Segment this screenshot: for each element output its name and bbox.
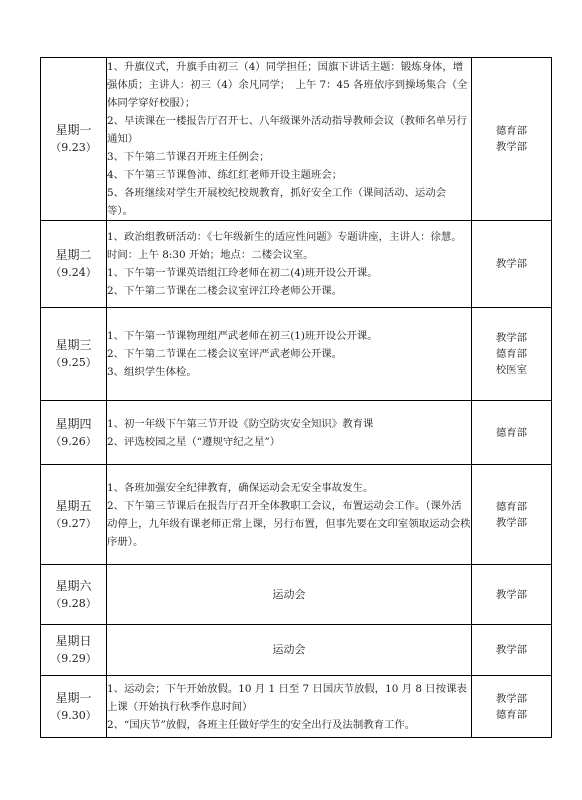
list-item: 1、政治组教研活动：《七年级新生的适应性问题》专题讲座，主讲人：徐慧。时间：上午 8:30 开始；地点：二楼会议室。 — [107, 231, 462, 261]
list-item: 1、初一年级下午第三节开设《防空防灾安全知识》教育课 — [107, 417, 374, 430]
dept-label: 教学部 — [495, 692, 528, 705]
list-item: 1、下午第一节课英语组江玲老师在初二(4)班开设公开课。 — [107, 267, 378, 279]
content-cell — [107, 221, 472, 308]
table-row — [41, 308, 552, 401]
list-item: 1、各班加强安全纪律教育，确保运动会无安全事故发生。 — [107, 481, 374, 494]
day-label: 星期六 — [55, 578, 92, 593]
date-label: （9.30） — [50, 708, 97, 722]
table-row — [41, 401, 552, 465]
dept-cell — [472, 625, 552, 676]
table-row — [41, 625, 552, 676]
day-cell — [41, 308, 107, 401]
day-cell — [41, 676, 107, 738]
list-item: 3、组织学生体检。 — [107, 366, 197, 378]
list-item: 2、“国庆节”放假，各班主任做好学生的安全出行及法制教育工作。 — [107, 718, 416, 731]
content-cell — [107, 565, 472, 625]
dept-cell — [472, 465, 552, 565]
list-item: 1、升旗仪式，升旗手由初三（4）同学担任；国旗下讲话主题：锻炼身体，增强体质；主讲人：初三（4）余凡同学； 上午 7：45 各班依序到操场集合（全体同学穿好校服）； — [107, 61, 468, 109]
list-item: 2、下午第二节课在二楼会议室评江玲老师公开课。 — [107, 285, 343, 297]
list-item: 1、下午第一节课物理组严武老师在初三(1)班开设公开课。 — [107, 330, 378, 342]
dept-label: 教学部 — [495, 516, 528, 529]
day-cell — [41, 221, 107, 308]
day-label: 星期五 — [55, 498, 92, 513]
dept-cell — [472, 308, 552, 401]
dept-label: 教学部 — [495, 588, 528, 601]
table-row — [41, 221, 552, 308]
day-label: 星期一 — [55, 690, 92, 705]
day-label: 星期日 — [55, 634, 92, 648]
list-item: 3、下午第二节课召开班主任例会； — [107, 151, 270, 163]
dept-label: 教学部 — [495, 332, 528, 344]
list-item: 2、早读课在一楼报告厅召开七、八年级课外活动指导教师会议（教师名单另行通知） — [107, 115, 467, 145]
dept-cell — [472, 221, 552, 308]
list-item: 4、下午第三节课鲁沛、练红红老师开设主题班会； — [107, 169, 343, 181]
list-item: 2、下午第三节课后在报告厅召开全体教职工会议，布置运动会工作。（课外活动停上，九年级有课老师正常上课，另行布置，但事先要在文印室领取运动会秩序册）。 — [107, 499, 471, 548]
dept-cell — [472, 676, 552, 738]
day-label: 星期三 — [55, 338, 92, 352]
dept-label: 德育部 — [495, 125, 528, 137]
day-cell — [41, 625, 107, 676]
date-label: （9.25） — [50, 356, 97, 369]
content-cell — [107, 58, 472, 221]
dept-label: 德育部 — [495, 348, 528, 360]
dept-cell — [472, 565, 552, 625]
content-cell — [107, 625, 472, 676]
date-label: （9.29） — [50, 652, 97, 665]
dept-label: 教学部 — [495, 644, 528, 656]
content-cell — [107, 401, 472, 465]
content-cell — [107, 308, 472, 401]
table-row — [41, 58, 552, 221]
day-cell — [41, 401, 107, 465]
day-cell — [41, 565, 107, 625]
list-item: 1、运动会；下午开始放假。10 月 1 日至 7 日国庆节放假，10 月 8 日按课表上课（开始执行秋季作息时间） — [107, 682, 467, 713]
dept-label: 德育部 — [495, 708, 528, 721]
date-label: （9.28） — [50, 596, 97, 610]
date-label: （9.24） — [50, 266, 97, 279]
date-label: （9.26） — [50, 434, 97, 448]
content-cell — [107, 465, 472, 565]
date-label: （9.27） — [50, 516, 97, 530]
list-item: 2、下午第二节课在二楼会议室评严武老师公开课。 — [107, 348, 343, 360]
list-item: 5、各班继续对学生开展校纪校规教育，抓好安全工作（课间活动、运动会等）。 — [107, 187, 447, 217]
list-item: 2、评选校园之星（“遵规守纪之星”） — [107, 435, 281, 448]
day-label: 星期二 — [55, 248, 92, 262]
list-item: 运动会 — [272, 643, 306, 656]
dept-label: 教学部 — [495, 258, 528, 270]
content-cell — [107, 676, 472, 738]
day-label: 星期四 — [55, 416, 92, 431]
day-label: 星期一 — [55, 123, 92, 137]
dept-cell — [472, 401, 552, 465]
dept-label: 校医室 — [495, 364, 528, 376]
day-cell — [41, 465, 107, 565]
dept-label: 教学部 — [495, 141, 528, 153]
table-row — [41, 565, 552, 625]
date-label: （9.23） — [50, 141, 97, 154]
dept-label: 德育部 — [495, 426, 528, 439]
dept-cell — [472, 58, 552, 221]
table-row — [41, 676, 552, 738]
list-item: 运动会 — [272, 587, 306, 601]
dept-label: 德育部 — [495, 500, 528, 513]
table-row — [41, 465, 552, 565]
day-cell — [41, 58, 107, 221]
weekly-schedule-table — [40, 57, 552, 738]
